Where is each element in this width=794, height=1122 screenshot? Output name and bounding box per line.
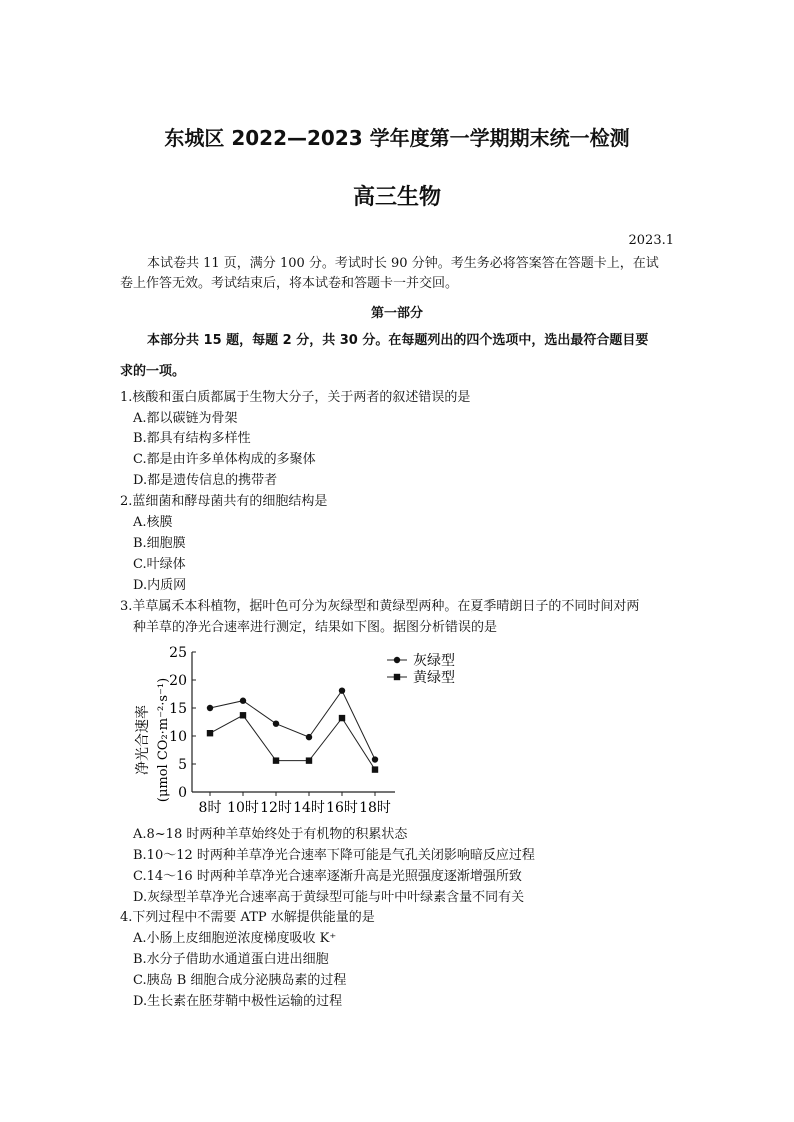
part-title: 第一部分 (370, 306, 423, 321)
q2-option-d: D.内质网 (133, 578, 187, 593)
q4-option-b: B.水分子借助水通道蛋白进出细胞 (133, 952, 329, 967)
x-tick-label: 14时 (293, 800, 325, 816)
q4-option-c: C.胰岛 B 细胞合成分泌胰岛素的过程 (133, 973, 347, 988)
data-point (207, 730, 213, 736)
series-line-2 (210, 715, 375, 769)
chart-legend (387, 652, 455, 686)
data-point (339, 687, 345, 693)
q4-option-d: D.生长素在胚芽鞘中极性运输的过程 (133, 994, 343, 1009)
q2-option-c: C.叶绿体 (133, 557, 186, 572)
question-3-stem-line-2: 种羊草的净光合速率进行测定，结果如下图。据图分析错误的是 (133, 620, 498, 635)
legend-label: 灰绿型 (413, 653, 455, 669)
y-tick-label: 0 (178, 785, 187, 801)
q3-option-a: A.8~18 时两种羊草始终处于有机物的积累状态 (133, 827, 408, 842)
data-point (207, 705, 213, 711)
legend-marker (394, 674, 400, 680)
q2-option-b: B.细胞膜 (133, 536, 186, 551)
exam-date: 2023.1 (628, 233, 674, 248)
x-tick-label: 18时 (359, 800, 391, 816)
data-point (240, 712, 246, 718)
legend-marker (394, 657, 400, 663)
q1-option-c: C.都是由许多单体构成的多聚体 (133, 452, 316, 467)
y-tick-label: 15 (169, 701, 187, 717)
exam-title: 东城区 2022—2023 学年度第一学期期末统一检测 (164, 126, 630, 150)
series-line-1 (210, 691, 375, 760)
photosynthesis-rate-chart (125, 640, 485, 820)
question-1-stem: 1.核酸和蛋白质都属于生物大分子，关于两者的叙述错误的是 (120, 390, 471, 405)
part-desc-line-2: 求的一项。 (120, 364, 186, 379)
x-tick-label: 8时 (198, 800, 222, 816)
q1-option-d: D.都是遗传信息的携带者 (133, 473, 278, 488)
x-tick-label: 16时 (326, 800, 358, 816)
data-point (273, 720, 279, 726)
x-tick-label: 10时 (227, 800, 259, 816)
question-3-stem-line-1: 3.羊草属禾本科植物，据叶色可分为灰绿型和黄绿型两种。在夏季晴朗日子的不同时间对两 (120, 599, 640, 614)
q3-option-d: D.灰绿型羊草净光合速率高于黄绿型可能与叶中叶绿素含量不同有关 (133, 890, 525, 905)
data-point (306, 757, 312, 763)
q2-option-a: A.核膜 (133, 515, 173, 530)
q1-option-a: A.都以碳链为骨架 (133, 411, 238, 426)
legend-label: 黄绿型 (413, 670, 455, 686)
instruction-line-2: 卷上作答无效。考试结束后，将本试卷和答题卡一并交回。 (120, 276, 459, 291)
subject-title: 高三生物 (352, 185, 441, 210)
instruction-line-1: 本试卷共 11 页，满分 100 分。考试时长 90 分钟。考生务必将答案答在答题卡上，在试 (147, 256, 659, 271)
q3-option-c: C.14～16 时两种羊草净光合速率逐渐升高是光照强度逐渐增强所致 (133, 869, 522, 884)
q4-option-a: A.小肠上皮细胞逆浓度梯度吸收 K⁺ (133, 931, 337, 946)
y-axis-label-line-1: 净光合速率 (135, 705, 151, 775)
question-2-stem: 2.蓝细菌和酵母菌共有的细胞结构是 (120, 494, 328, 509)
y-tick-label: 25 (169, 645, 187, 661)
x-tick-label: 12时 (260, 800, 292, 816)
y-axis-label-line-2: (μmol CO₂·m⁻²·s⁻¹) (156, 677, 171, 803)
y-axis-label (134, 678, 171, 802)
data-point (372, 766, 378, 772)
data-point (273, 757, 279, 763)
y-tick-label: 10 (169, 729, 187, 745)
data-point (372, 756, 378, 762)
question-4-stem: 4.下列过程中不需要 ATP 水解提供能量的是 (120, 910, 375, 925)
y-tick-label: 20 (169, 673, 187, 689)
y-tick-label: 5 (178, 757, 187, 773)
q3-option-b: B.10～12 时两种羊草净光合速率下降可能是气孔关闭影响暗反应过程 (133, 848, 535, 863)
part-desc-line-1: 本部分共 15 题，每题 2 分，共 30 分。在每题列出的四个选项中，选出最符合题目要 (147, 333, 649, 348)
data-point (306, 734, 312, 740)
data-point (240, 698, 246, 704)
q1-option-b: B.都具有结构多样性 (133, 431, 251, 446)
data-point (339, 715, 345, 721)
